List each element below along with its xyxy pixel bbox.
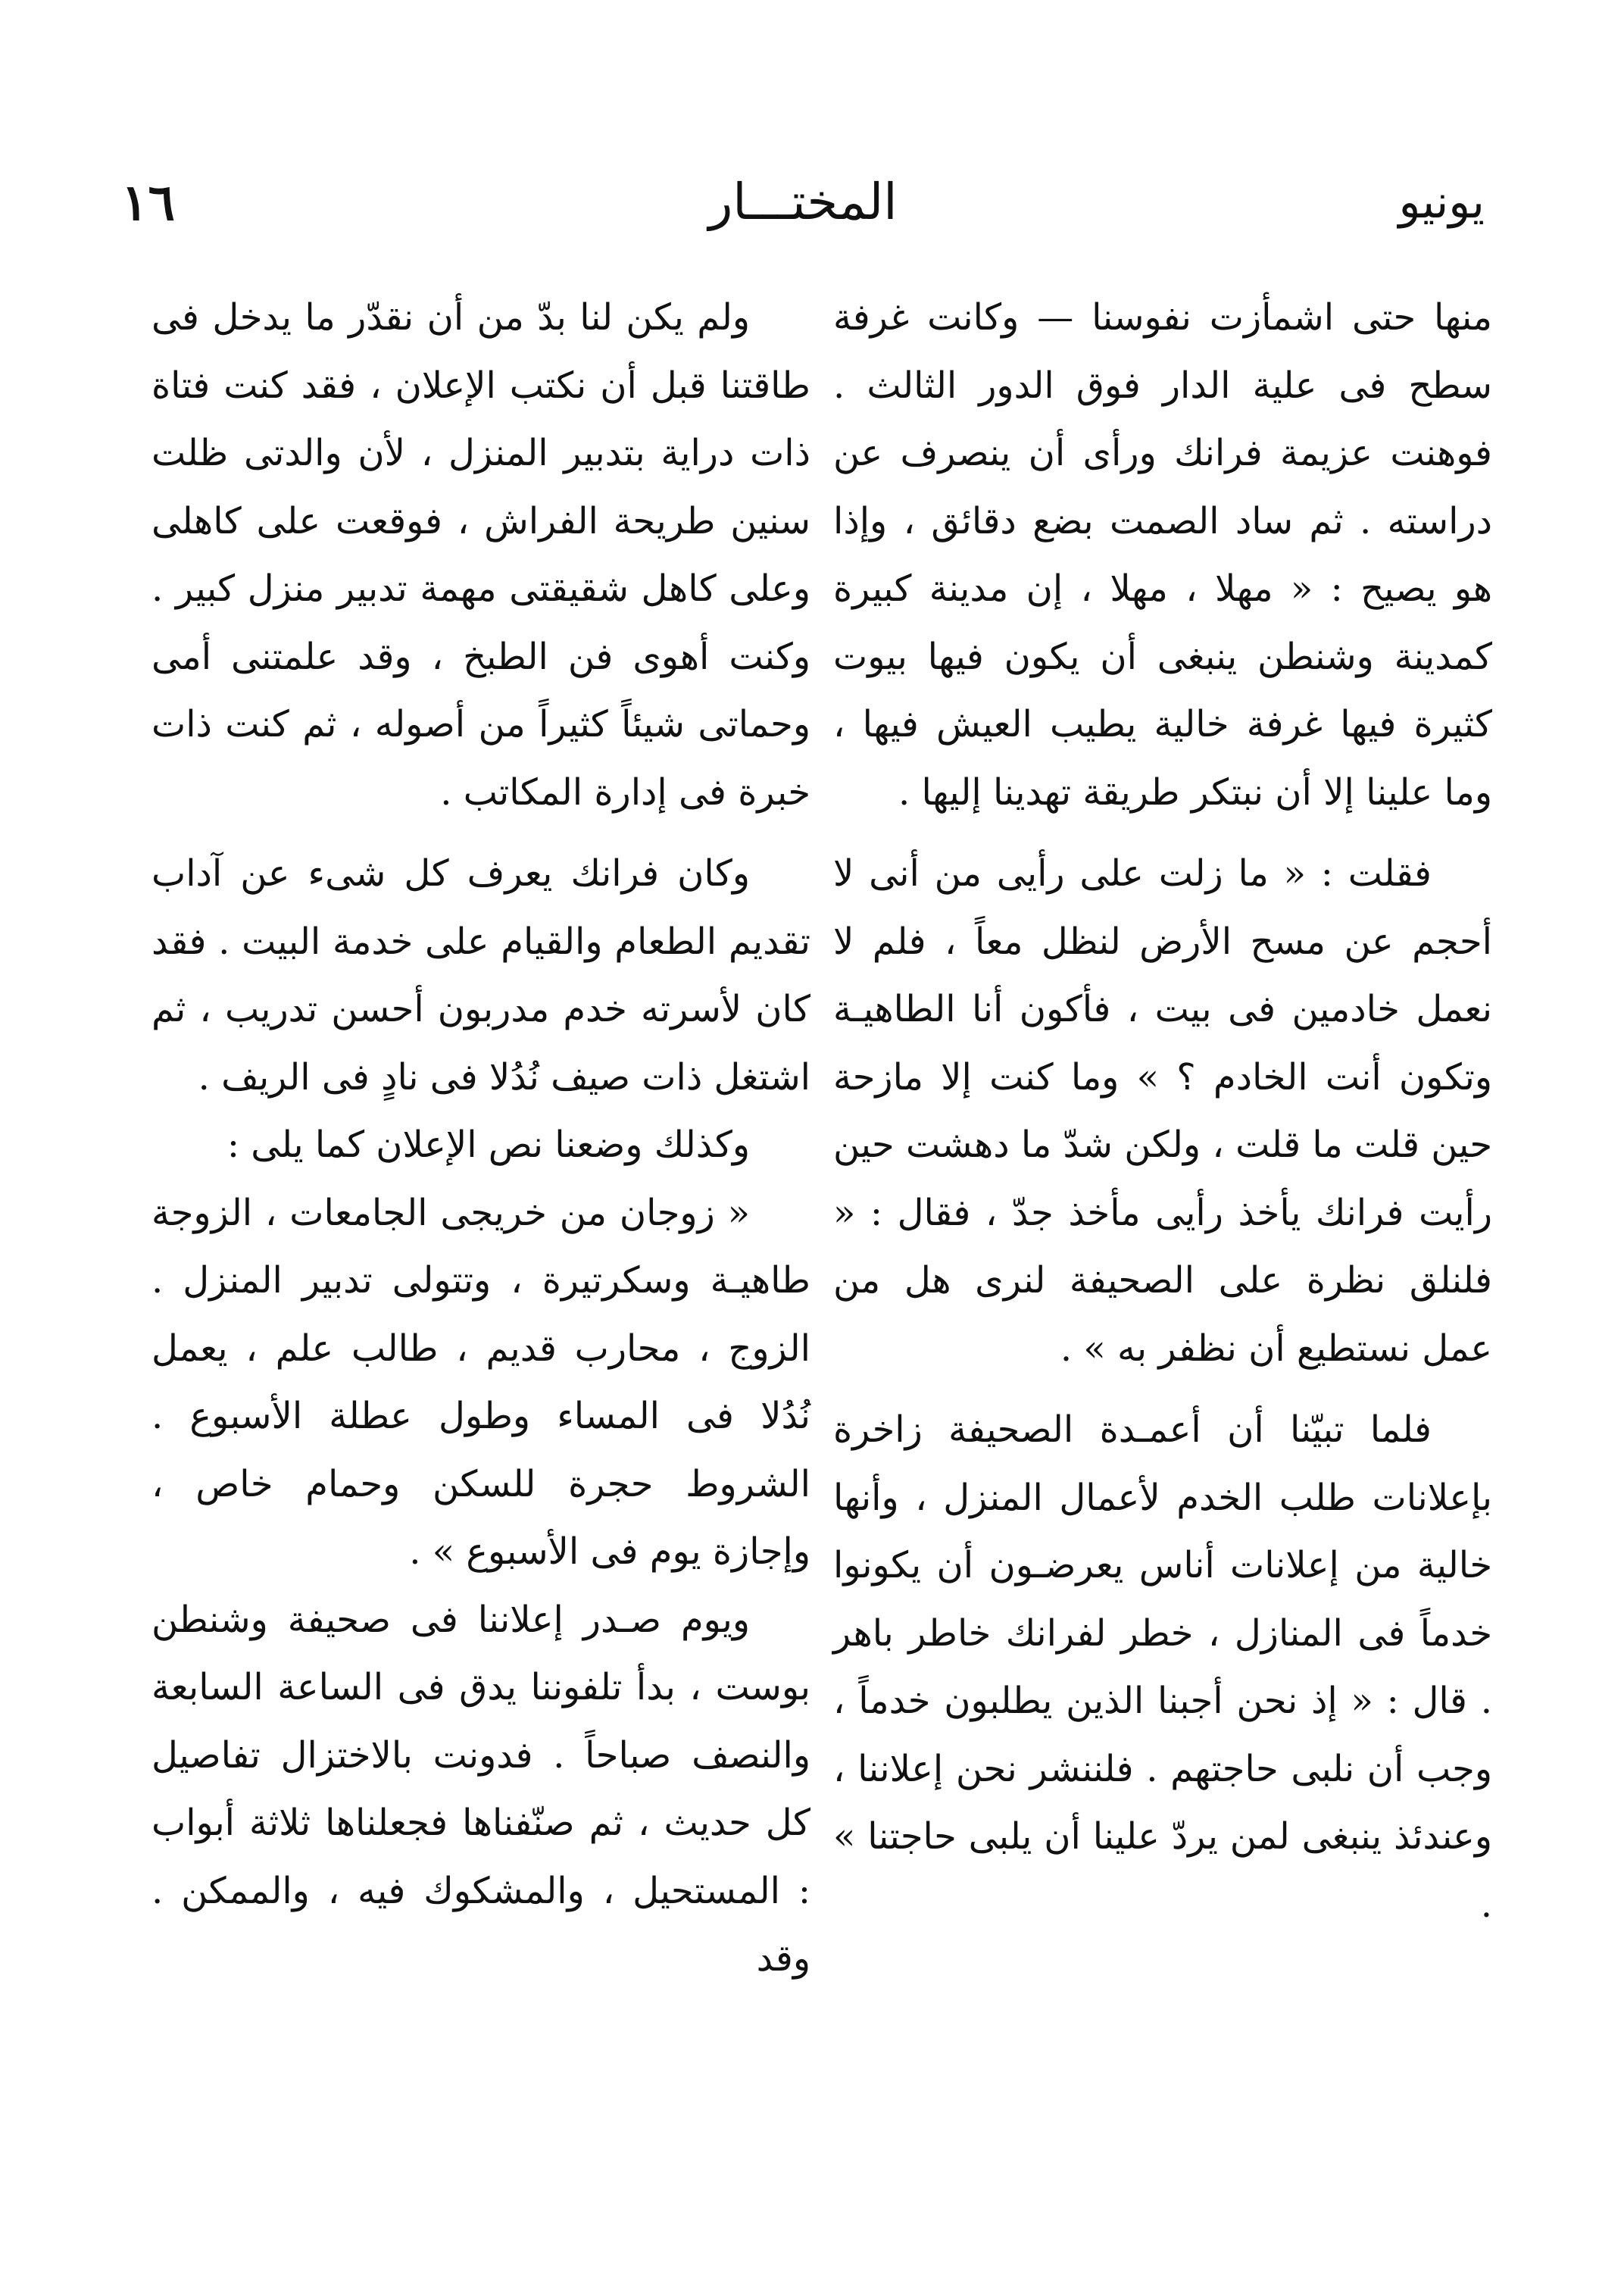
paragraph: فقلت : « ما زلت على رأيى من أنى لا أحجم عن مسح الأرض لنظل معاً ، فلم لا نعمل خادمين فى بيت ، فأكون أنا الطاهيـة وتكون أنت الخادم ؟ » وما كنت إلا مازحة حين قلت ما قلت ، ولكن شدّ ما دهشت حين رأيت فرانك يأخذ رأيى مأخذ جدّ ، فقال : « فلنلق نظرة على الصحيفة لنرى هل من عمل نستطيع أن نظفر به » . [833,852,1492,1370]
paragraph: ولم يكن لنا بدّ من أن نقدّر ما يدخل فى طاقتنا قبل أن نكتب الإعلان ، فقد كنت فتاة ذات دراية بتدبير المنزل ، لأن والدتى ظلت سنين طريحة الفراش ، فوقعت على كاهلى وعلى كاهل شقيقتى مهمة تدبير منزل كبير . وكنت أهوى فن الطبخ ، وقد علمتنى أمى وحماتى شيئاً كثيراً من أصوله ، ثم كنت ذات خبرة فى إدارة المكاتب . [151,296,810,814]
paragraph: وكذلك وضعنا نص الإعلان كما يلى : [226,1124,750,1166]
left-column [151,284,810,1993]
journal-title: المختـــار [708,173,898,231]
paragraph: وكان فرانك يعرف كل شىء عن آداب تقديم الطعام والقيام على خدمة البيت . فقد كان لأسرته خدم مدربون أحسن تدريب ، ثم اشتغل ذات صيف نُدُلا فى نادٍ فى الريف . [151,852,810,1099]
advertisement-text: « زوجان من خريجى الجامعات ، الزوجة طاهيـة وسكرتيرة ، وتتولى تدبير المنزل . الزوج ، محارب قديم ، طالب علم ، يعمل نُدُلا فى المساء وطول عطلة الأسبوع . الشروط حجرة للسكن وحمام خاص ، وإجازة يوم فى الأسبوع » . [151,1191,810,1573]
right-column [833,284,1492,1939]
paragraph: ويوم صـدر إعلاننا فى صحيفة وشنطن بوست ، بدأ تلفوننا يدق فى الساعة السابعة والنصف صباحاً . فدونت بالاختزال تفاصيل كل حديث ، ثم صنّفناها فجعلناها ثلاثة أبواب : المستحيل ، والمشكوك فيه ، والممكن . وقد [151,1598,810,1980]
issue-month: يونيو [1398,176,1485,229]
page-number: ١٦ [121,173,175,232]
paragraph: فلما تبيّنا أن أعمـدة الصحيفة زاخرة بإعلانات طلب الخدم لأعمال المنزل ، وأنها خالية من إعلانات أناس يعرضـون أن يكونوا خدماً فى المنازل ، خطر لفرانك خاطر باهر . قال : « إذ نحن أجبنا الذين يطلبون خدماً ، وجب أن نلبى حاجتهم . فلننشر نحن إعلاننا ، وعندئذ ينبغى لمن يردّ علينا أن يلبى حاجتنا » . [833,1408,1492,1926]
page-header [121,173,1485,248]
paragraph: منها حتى اشمأزت نفوسنا — وكانت غرفة سطح فى علية الدار فوق الدور الثالث . فوهنت عزيمة فرانك ورأى أن ينصرف عن دراسته . ثم ساد الصمت بضع دقائق ، وإذا هو يصيح : « مهلا ، مهلا ، إن مدينة كبيرة كمدينة وشنطن ينبغى أن يكون فيها بيوت كثيرة فيها غرفة خالية يطيب العيش فيها ، وما علينا إلا أن نبتكر طريقة تهدينا إليها . [833,296,1492,814]
